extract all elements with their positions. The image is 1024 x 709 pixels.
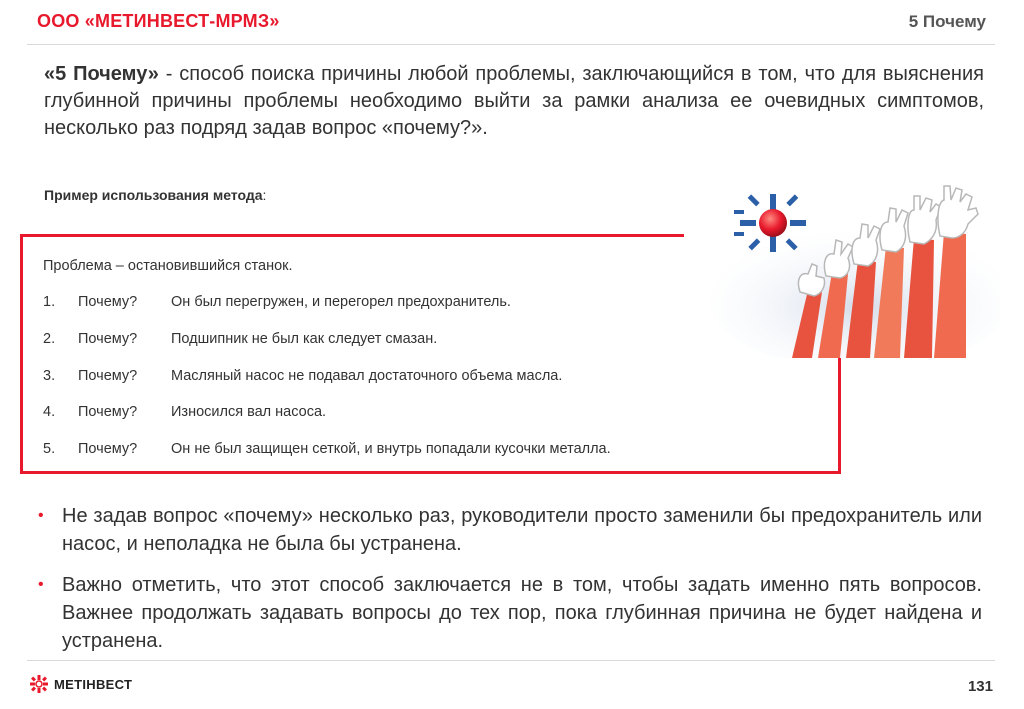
example-box-top-border [20,234,684,237]
why-answer: Масляный насос не подавал достаточного объема масла. [171,368,563,384]
header-divider [27,44,995,45]
why-question: Почему? [78,331,138,347]
footer-divider [27,660,995,661]
why-question: Почему? [78,294,138,310]
bullet-point [38,571,982,655]
example-heading [44,187,266,203]
bullet-marker: • [38,576,44,593]
why-answer: Подшипник не был как следует смазан. [171,331,438,347]
why-number: 1. [43,294,56,310]
why-answer: Он был перегружен, и перегорел предохранитель. [171,294,511,310]
why-number: 4. [43,404,56,420]
raised-hands-illustration [700,180,1000,358]
example-box-bottom-border [20,471,841,474]
why-question: Почему? [78,368,138,384]
why-question: Почему? [78,441,138,457]
bullet-text: Не задав вопрос «почему» несколько раз, руководители просто заменили бы предохранитель или насос, и неполадка не была бы устранена. [62,505,982,555]
problem-statement: Проблема – остановившийся станок. [43,258,293,274]
logo-wordmark: МЕТІНВЕСТ [54,677,133,692]
section-title: 5 Почему [908,12,986,31]
intro-term: «5 Почему» [44,63,159,85]
example-box-left-border [20,234,23,474]
example-box-right-border [838,358,841,474]
example-heading-label: Пример использования метода [44,187,263,203]
example-heading-colon: : [262,187,267,203]
intro-paragraph [44,61,984,142]
intro-definition: - способ поиска причины любой проблемы, заключающийся в том, что для выяснения глубинной причины проблемы необходимо выйти за рамки анализа ее очевидных симптомов, несколько раз подряд задав вопрос «почему?». [44,63,984,139]
bullet-marker: • [38,507,44,524]
page-number: 131 [967,678,993,695]
why-answer: Он не был защищен сеткой, и внутрь попадали кусочки металла. [171,441,611,457]
bullet-text: Важно отметить, что этот способ заключается не в том, чтобы задать именно пять вопросов. Важнее продолжать задавать вопросы до тех пор, пока глубинная причина не будет найдена и устранена. [62,574,982,652]
why-number: 2. [43,331,56,347]
company-name: ООО «МЕТИНВЕСТ-МРМЗ» [37,11,280,31]
metinvest-logo-icon [30,675,48,693]
bullet-point [38,502,982,558]
why-question: Почему? [78,404,138,420]
why-answer: Износился вал насоса. [171,404,327,420]
why-number: 3. [43,368,56,384]
why-number: 5. [43,441,56,457]
